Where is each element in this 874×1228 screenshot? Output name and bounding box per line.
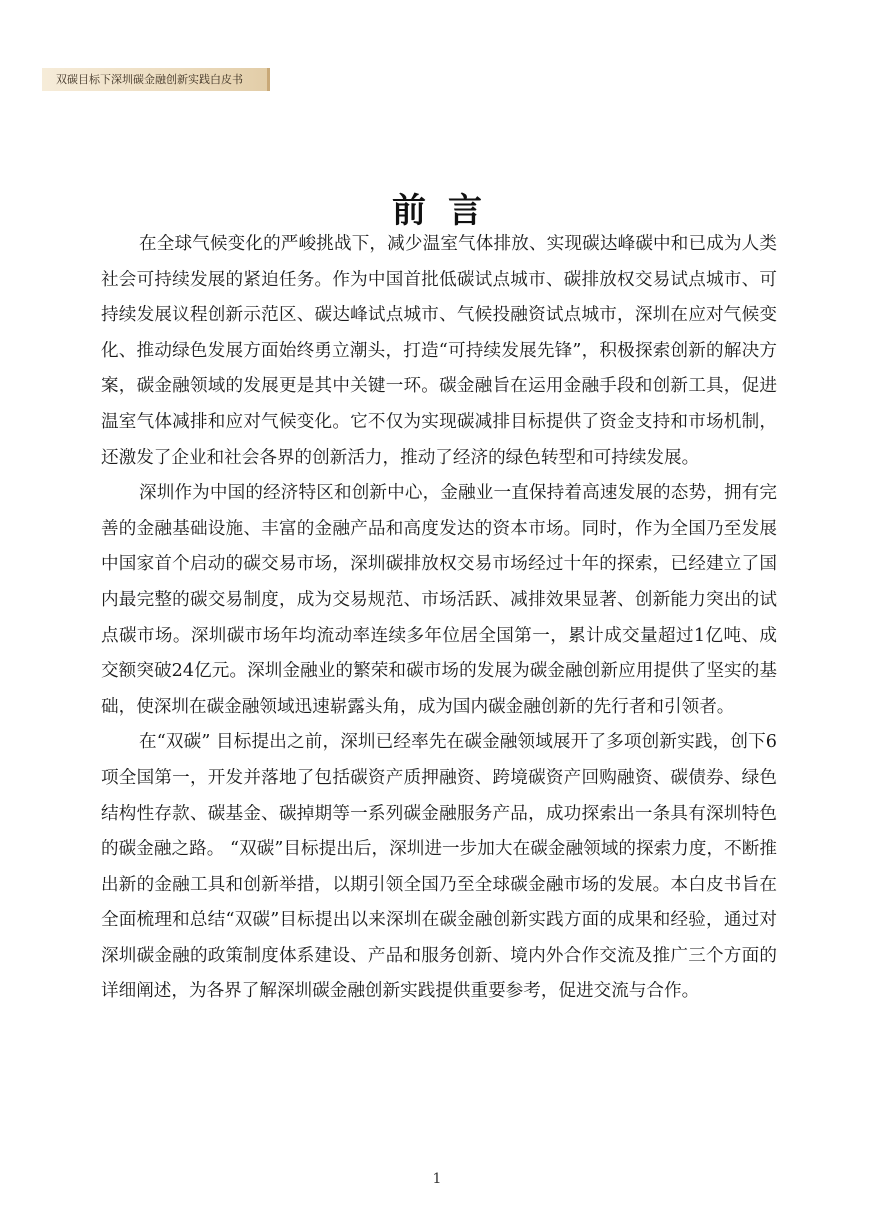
- paragraph-3: 在“双碳” 目标提出之前，深圳已经率先在碳金融领域展开了多项创新实践，创下6项全国第一，开发并落地了包括碳资产质押融资、跨境碳资产回购融资、碳债券、绿色结构性存款、碳基金、碳掉期等一系列碳金融服务产品，成功探索出一条具有深圳特色的碳金融之路。 “双碳”目标提出后，深圳进一步加大在碳金融领域的探索力度，不断推出新的金融工具和创新举措，以期引领全国乃至全球碳金融市场的发展。本白皮书旨在全面梳理和总结“双碳”目标提出以来深圳在碳金融创新实践方面的成果和经验，通过对深圳碳金融的政策制度体系建设、产品和服务创新、境内外合作交流及推广三个方面的详细阐述，为各界了解深圳碳金融创新实践提供重要参考，促进交流与合作。: [101, 732, 777, 1002]
- running-header-title: 双碳目标下深圳碳金融创新实践白皮书: [56, 73, 243, 86]
- preface-body: [101, 227, 777, 1010]
- running-header-band: [42, 68, 270, 91]
- paragraph-1: 在全球气候变化的严峻挑战下，减少温室气体排放、实现碳达峰碳中和已成为人类社会可持续发展的紧迫任务。作为中国首批低碳试点城市、碳排放权交易试点城市、可持续发展议程创新示范区、碳达峰试点城市、气候投融资试点城市，深圳在应对气候变化、推动绿色发展方面始终勇立潮头，打造“可持续发展先锋”，积极探索创新的解决方案，碳金融领域的发展更是其中关键一环。碳金融旨在运用金融手段和创新工具，促进温室气体减排和应对气候变化。它不仅为实现碳减排目标提供了资金支持和市场机制，还激发了企业和社会各界的创新活力，推动了经济的绿色转型和可持续发展。: [101, 234, 777, 468]
- page-title: 前言: [392, 190, 504, 231]
- page-number: 1: [432, 1171, 442, 1187]
- paragraph-2: 深圳作为中国的经济特区和创新中心，金融业一直保持着高速发展的态势，拥有完善的金融基础设施、丰富的金融产品和高度发达的资本市场。同时，作为全国乃至发展中国家首个启动的碳交易市场，深圳碳排放权交易市场经过十年的探索，已经建立了国内最完整的碳交易制度，成为交易规范、市场活跃、减排效果显著、创新能力突出的试点碳市场。深圳碳市场年均流动率连续多年位居全国第一，累计成交量超过1亿吨、成交额突破24亿元。深圳金融业的繁荣和碳市场的发展为碳金融创新应用提供了坚实的基础，使深圳在碳金融领域迅速崭露头角，成为国内碳金融创新的先行者和引领者。: [101, 483, 777, 717]
